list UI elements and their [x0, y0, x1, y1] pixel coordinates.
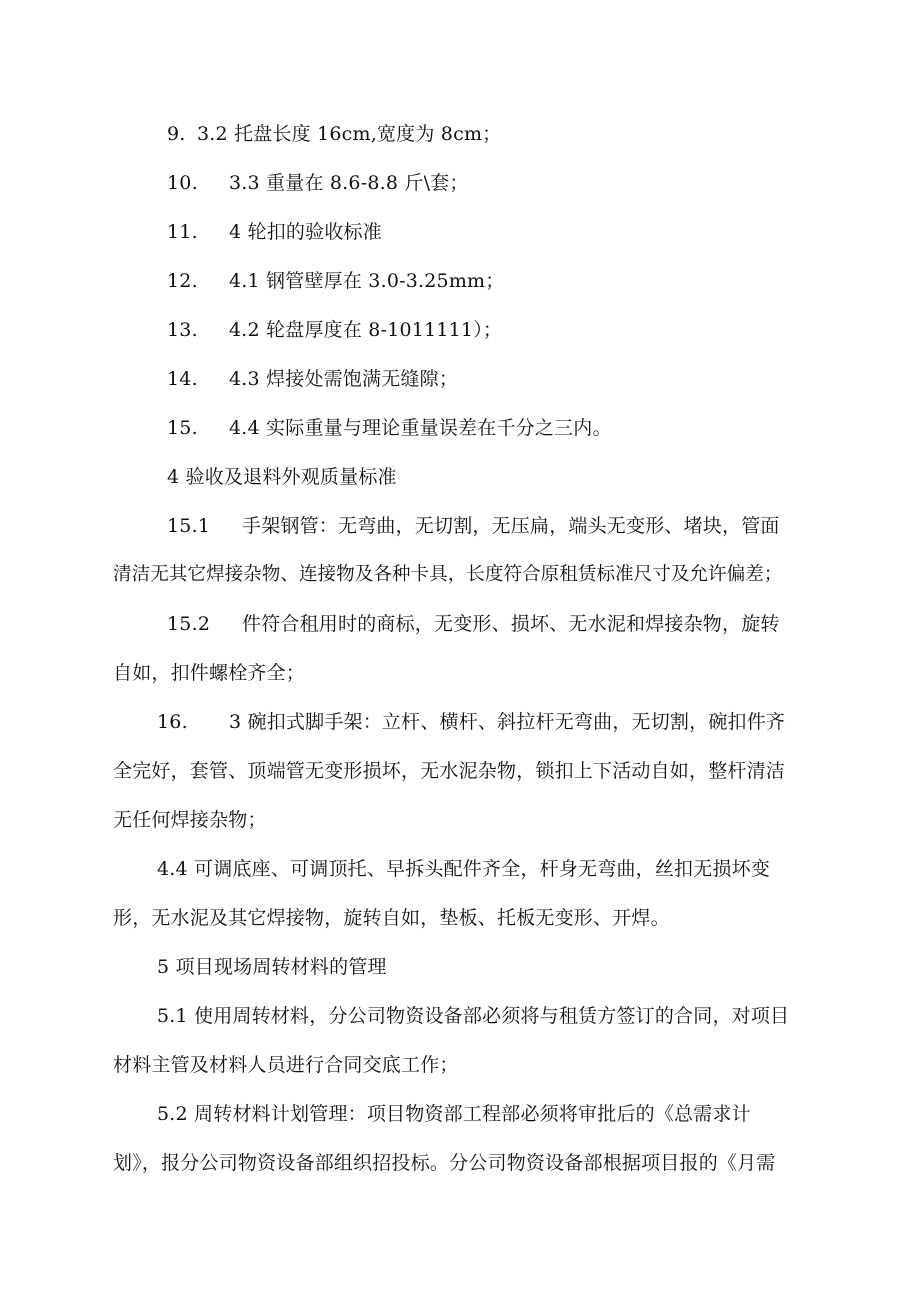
list-text: 4.1 钢管壁厚在 3.0-3.25mm；: [229, 270, 505, 292]
list-number: 9.: [167, 123, 186, 145]
paragraph-number: 16.: [157, 711, 188, 733]
paragraph-line: 无任何焊接杂物；: [113, 809, 267, 831]
paragraph-number: 15.2: [167, 613, 211, 635]
paragraph-text: 件符合租用时的商标，无变形、损坏、无水泥和焊接杂物，旋转: [242, 613, 780, 635]
paragraph-line: 全完好，套管、顶端管无变形损坏，无水泥杂物，锁扣上下活动自如，整杆清洁: [113, 760, 786, 782]
list-number: 10.: [167, 172, 198, 194]
list-item: [167, 317, 502, 343]
paragraph-line: 5.2 周转材料计划管理：项目物资部工程部必须将审批后的《总需求计: [157, 1103, 751, 1125]
paragraph-line: 5.1 使用周转材料，分公司物资设备部必须将与租赁方签订的合同，对项目: [157, 1005, 790, 1027]
list-number: 13.: [167, 319, 198, 341]
paragraph-line: 划》，报分公司物资设备部组织招投标。分公司物资设备部根据项目报的《月需: [113, 1152, 776, 1174]
paragraph-line: [157, 709, 785, 735]
paragraph-line: 清洁无其它焊接杂物、连接物及各种卡具，长度符合原租赁标准尺寸及允许偏差；: [113, 564, 783, 585]
list-item: [167, 366, 458, 392]
section-heading: 4 验收及退料外观质量标准: [167, 466, 397, 488]
paragraph-text: 手架钢管：无弯曲，无切割，无压扁，端头无变形、堵块，管面: [242, 515, 780, 537]
list-item: [167, 170, 469, 196]
list-text: 4.3 焊接处需饱满无缝隙；: [229, 368, 459, 390]
paragraph-line: [167, 611, 780, 637]
paragraph-text: 3 碗扣式脚手架：立杆、横杆、斜拉杆无弯曲，无切割，碗扣件齐: [229, 711, 786, 733]
list-number: 11.: [167, 221, 198, 243]
section-heading: 5 项目现场周转材料的管理: [157, 956, 387, 978]
paragraph-line: 自如，扣件螺栓齐全；: [113, 662, 306, 684]
list-item: [167, 219, 382, 245]
paragraph-line: 形，无水泥及其它焊接物，旋转自如，垫板、托板无变形、开焊。: [113, 907, 670, 929]
list-text: 3.3 重量在 8.6-8.8 斤\套；: [229, 172, 469, 194]
list-item: [167, 268, 504, 294]
paragraph-line: [167, 513, 780, 539]
list-text: 3.2 托盘长度 16cm,宽度为 8cm；: [197, 123, 502, 145]
list-number: 14.: [167, 368, 198, 390]
paragraph-number: 15.1: [167, 515, 211, 537]
paragraph-line: 材料主管及材料人员进行合同交底工作；: [113, 1054, 459, 1076]
paragraph-line: 4.4 可调底座、可调顶托、早拆头配件齐全，杆身无弯曲，丝扣无损坏变: [157, 858, 771, 880]
list-text: 4.2 轮盘厚度在 8-1011111）；: [229, 319, 503, 341]
list-item: [167, 121, 501, 147]
list-text: 4.4 实际重量与理论重量误差在千分之三内。: [229, 417, 612, 439]
list-number: 15.: [167, 417, 198, 439]
list-number: 12.: [167, 270, 198, 292]
list-item: [167, 415, 612, 441]
list-text: 4 轮扣的验收标准: [229, 221, 382, 243]
